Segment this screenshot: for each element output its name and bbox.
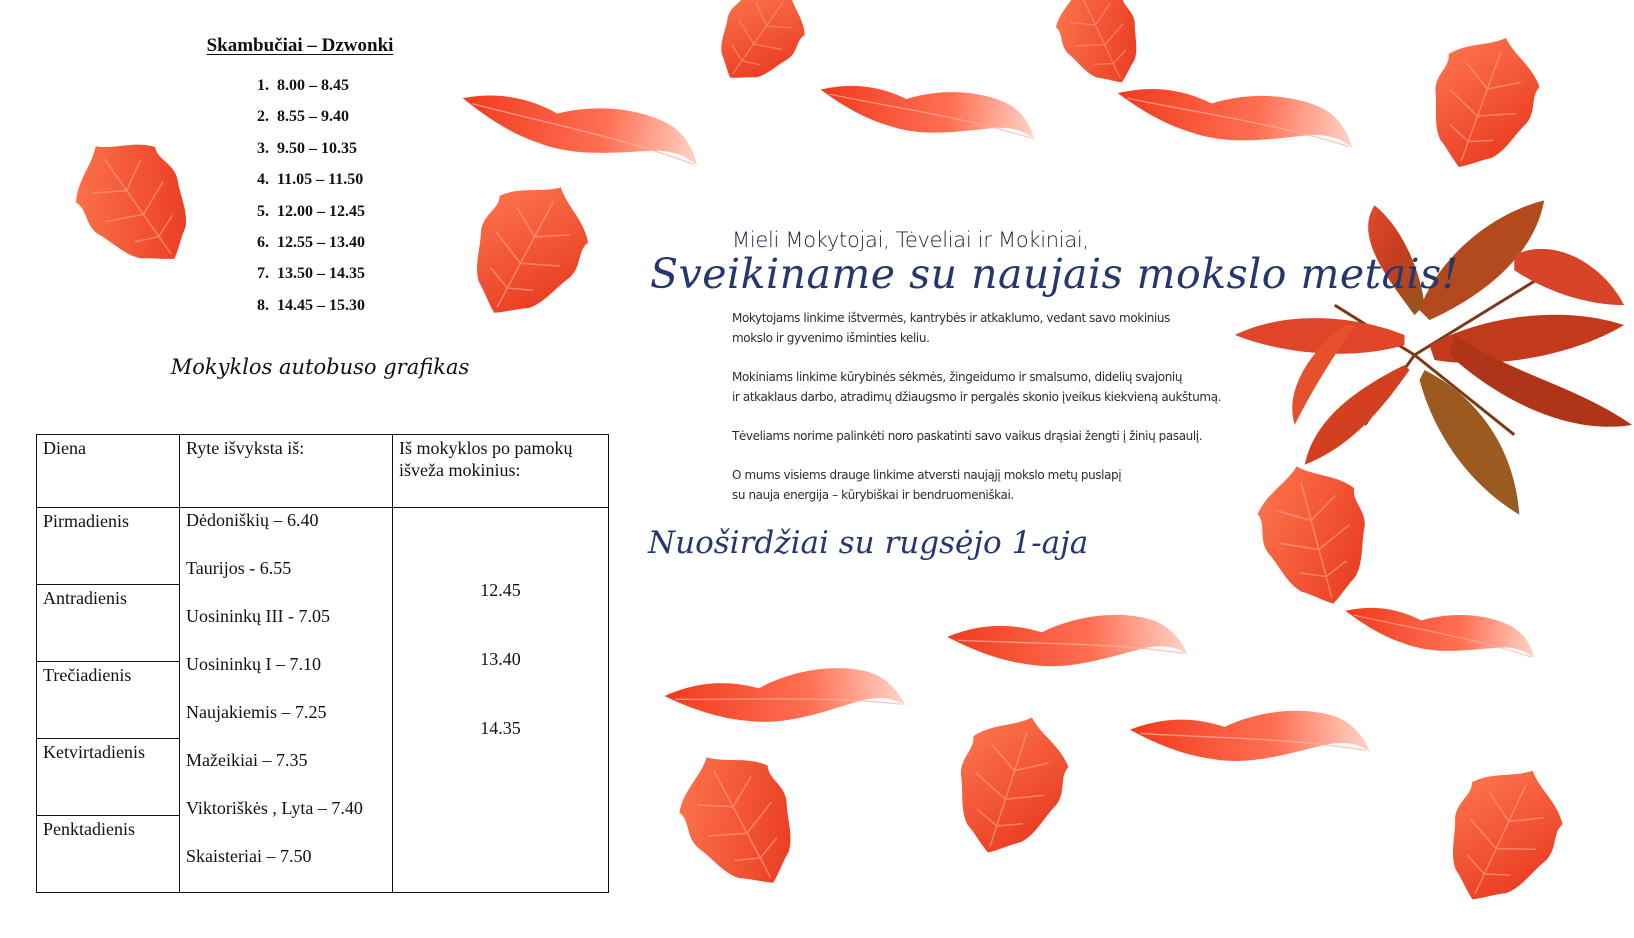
autumn-leaf-decoration: [938, 601, 1197, 691]
return-time: 14.35: [480, 718, 521, 738]
return-time: 13.40: [480, 649, 521, 669]
period-number: 7.: [257, 265, 269, 283]
table-row: [37, 508, 609, 585]
autumn-leaf-decoration: [812, 70, 1042, 159]
autumn-leaf-decoration: [1414, 741, 1591, 930]
bell-period: [225, 227, 395, 258]
day-cell: Antradienis: [37, 585, 180, 662]
greeting-paragraph: [732, 465, 1252, 505]
bell-period: [225, 70, 395, 101]
period-time: 12.00 – 12.45: [277, 202, 365, 220]
greeting-line: Mokiniams linkime kūrybinės sėkmės, žingeidumo ir smalsumo, didelių svajonių: [732, 370, 1183, 384]
period-time: 12.55 – 13.40: [277, 233, 365, 251]
period-time: 14.45 – 15.30: [277, 296, 365, 314]
period-time: 11.05 – 11.50: [277, 171, 364, 189]
bell-period: [225, 164, 395, 195]
bus-stop: Naujakiemis – 7.25: [186, 702, 327, 722]
period-number: 8.: [257, 296, 269, 314]
period-time: 8.55 – 9.40: [277, 108, 349, 126]
autumn-leaf-decoration: [657, 652, 913, 750]
bell-period: [225, 101, 395, 132]
period-number: 1.: [257, 77, 269, 94]
greeting-headline: Sveikiname su naujais mokslo metais!: [650, 250, 1459, 298]
bell-period: [225, 290, 395, 321]
greeting-line: O mums visiems drauge linkime atversti naująjį mokslo metų puslapį: [732, 468, 1122, 482]
bells-title: Skambučiai – Dzwonki: [206, 35, 394, 56]
bus-schedule-title: Mokyklos autobuso grafikas: [170, 355, 470, 379]
greeting-paragraphs: [732, 308, 1252, 524]
period-number: 2.: [257, 108, 269, 126]
return-time: 12.45: [480, 580, 521, 600]
greeting-line: ir atkaklaus darbo, atradimų džiaugsmo ir pergalės skonio įveikus kiekvieną aukštumą.: [732, 390, 1222, 404]
bus-stop: Uosininkų III - 7.05: [186, 606, 330, 626]
autumn-leaf-decoration: [647, 723, 832, 916]
greeting-paragraph: [732, 367, 1252, 407]
header-day: Diena: [37, 435, 180, 508]
autumn-branch-decoration: [1215, 195, 1634, 525]
day-cell: Pirmadienis: [37, 508, 180, 585]
bus-stop: Skaisteriai – 7.50: [186, 846, 312, 866]
greeting-paragraph: [732, 308, 1252, 348]
autumn-leaf-decoration: [451, 78, 709, 187]
autumn-leaf-decoration: [1123, 699, 1376, 784]
bus-stop: Taurijos - 6.55: [186, 558, 292, 578]
greeting-line: Mokytojams linkime ištvermės, kantrybės ir atkaklumo, vedant savo mokinius: [732, 311, 1170, 325]
bell-period: [225, 196, 395, 227]
autumn-leaf-decoration: [437, 154, 618, 345]
autumn-leaf-decoration: [1336, 585, 1543, 685]
greeting-line: su nauja energija – kūrybiškai ir bendruomeniškai.: [732, 488, 1014, 502]
bell-period: [225, 133, 395, 164]
autumn-leaf-decoration: [1399, 13, 1566, 192]
bell-period: [225, 258, 395, 289]
greeting-paragraph: [732, 426, 1252, 446]
day-cell: Trečiadienis: [37, 662, 180, 739]
period-time: 8.00 – 8.45: [277, 77, 349, 94]
day-cell: Ketvirtadienis: [37, 739, 180, 816]
period-number: 5.: [257, 202, 269, 220]
bus-stop: Viktoriškės , Lyta – 7.40: [186, 798, 363, 818]
header-return: Iš mokyklos po pamokų išveža mokinius:: [393, 435, 609, 508]
greeting-line: Tėveliams norime palinkėti noro paskatinti savo vaikus drąsiai žengti į žinių pasaulį.: [732, 429, 1203, 443]
bus-stop: Dėdoniškių – 6.40: [186, 510, 319, 530]
greeting-line: mokslo ir gyvenimo išminties keliu.: [732, 331, 930, 345]
autumn-leaf-decoration: [925, 694, 1095, 877]
table-header-row: [37, 435, 609, 508]
period-number: 4.: [257, 171, 269, 189]
bells-list: [225, 70, 395, 321]
return-times-cell: [393, 508, 609, 893]
bus-stop: Mažeikiai – 7.35: [186, 750, 308, 770]
period-number: 3.: [257, 139, 269, 157]
period-number: 6.: [257, 233, 269, 251]
bus-stop: Uosininkų I – 7.10: [186, 654, 321, 674]
stops-cell: [180, 508, 393, 893]
header-departure: Ryte išvyksta iš:: [180, 435, 393, 508]
autumn-leaf-decoration: [40, 106, 230, 299]
greeting-salutation: Mieli Mokytojai, Tėveliai ir Mokiniai,: [732, 228, 1089, 252]
greeting-signoff: Nuoširdžiai su rugsėjo 1-aja: [648, 525, 1089, 561]
bus-schedule-table: [36, 434, 609, 893]
period-time: 9.50 – 10.35: [277, 139, 357, 157]
autumn-leaf-decoration: [1107, 74, 1362, 168]
day-cell: Penktadienis: [37, 816, 180, 893]
period-time: 13.50 – 14.35: [277, 265, 365, 283]
